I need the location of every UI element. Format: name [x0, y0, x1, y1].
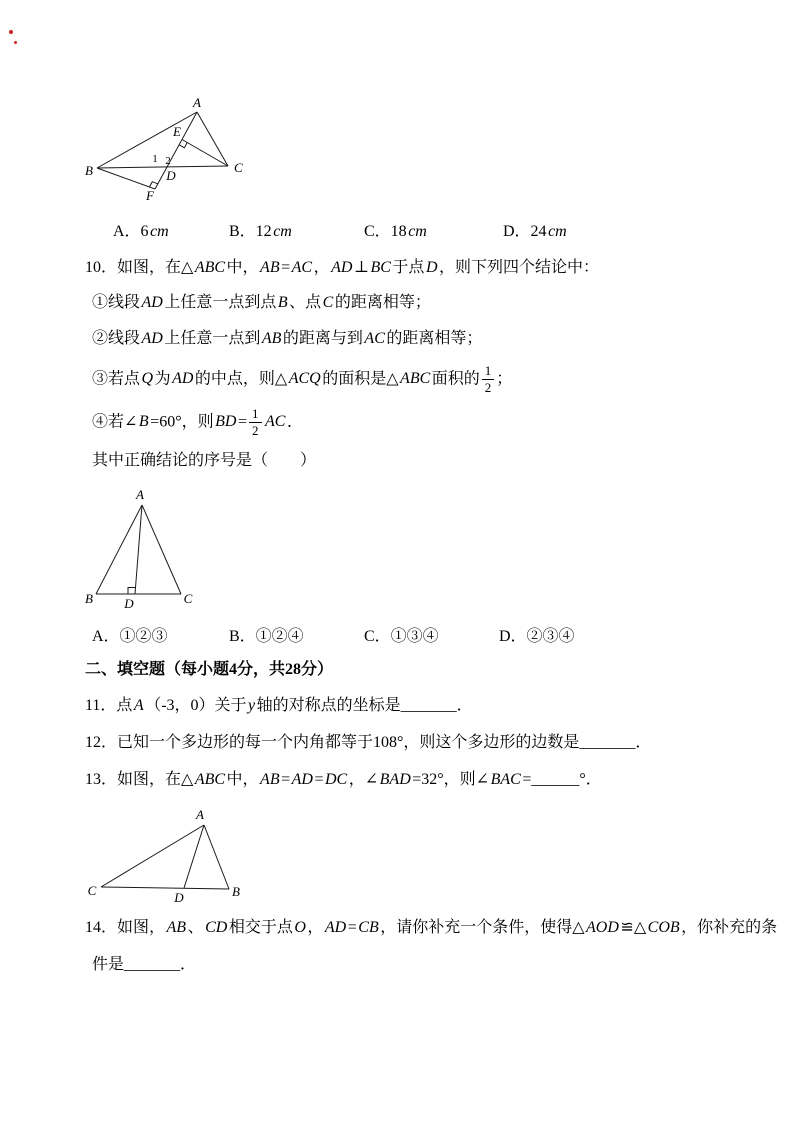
fraction-numerator: 1	[252, 406, 259, 421]
option-row1-b: B．12cm	[229, 223, 292, 240]
vertex-label-b: B	[85, 591, 93, 606]
segment-ce	[182, 140, 228, 167]
fraction-one-half	[482, 364, 495, 396]
question-14-line2: 件是_______．	[92, 956, 197, 973]
q10-statement-3-tail: ；	[496, 370, 513, 388]
vertex-label-e: E	[173, 124, 181, 139]
fraction-numerator: 1	[484, 363, 492, 378]
edge-ac	[197, 112, 228, 166]
segment-bf	[97, 168, 155, 189]
edge-bc	[97, 166, 228, 168]
q10-statement-4-tail: AC．	[265, 413, 303, 431]
edge-ab	[204, 825, 229, 889]
angle-label-2: 2	[165, 155, 171, 167]
corner-artifact-mark	[9, 30, 13, 34]
corner-artifact-mark	[14, 41, 17, 44]
q10-statement-3	[92, 364, 512, 396]
question-11: 11．点A（-3，0）关于y轴的对称点的坐标是_______．	[85, 697, 473, 714]
vertex-label-a: A	[136, 487, 144, 502]
q10-statement-2: ②线段AD上任意一点到AB的距离与到AC的距离相等；	[92, 330, 483, 347]
edge-ca	[101, 825, 204, 887]
figure-q13-triangle	[83, 805, 248, 907]
vertex-label-f: F	[146, 188, 154, 203]
question-10-intro: 10．如图，在△ABC中，AB=AC，AD⊥BC于点D，则下列四个结论中：	[85, 259, 600, 276]
fraction-one-half	[249, 407, 262, 439]
question-14-line1: 14．如图，AB、CD相交于点O，AD=CB，请你补充一个条件，使得△AOD≌△COB，你补充的条	[85, 919, 778, 936]
vertex-label-b: B	[85, 163, 93, 178]
figure-q10-triangle	[78, 483, 203, 613]
edge-ab	[96, 505, 142, 594]
option-row1-a: A．6cm	[113, 223, 169, 240]
q10-statement-3-text: ③若点Q为AD的中点，则△ACQ的面积是△ABC面积的	[92, 370, 480, 388]
vertex-label-d: D	[174, 890, 184, 905]
angle-label-1: 1	[152, 153, 158, 165]
vertex-label-c: C	[87, 883, 97, 898]
question-12: 12．已知一个多边形的每一个内角都等于108°，则这个多边形的边数是_______．	[85, 734, 652, 751]
altitude-ad	[135, 505, 142, 594]
fraction-denominator: 2	[482, 379, 495, 395]
edge-ac	[142, 505, 181, 594]
option-row1-c: C．18cm	[364, 223, 427, 240]
vertex-label-a: A	[193, 95, 201, 110]
fraction-denominator: 2	[249, 422, 262, 438]
q10-statement-1: ①线段AD上任意一点到点B、点C的距离相等；	[92, 294, 431, 311]
q10-prompt: 其中正确结论的序号是（ ）	[92, 452, 317, 469]
vertex-label-c: C	[234, 160, 243, 175]
q10-statement-4-text: ④若∠B=60°，则BD=	[92, 413, 247, 431]
vertex-label-c: C	[183, 591, 193, 606]
segment-ad	[184, 825, 204, 888]
option-row2-a: A．①②③	[92, 628, 168, 645]
edge-cb	[101, 887, 229, 889]
option-row2-b: B．①②④	[229, 628, 304, 645]
question-13: 13．如图，在△ABC中，AB=AD=DC，∠BAD=32°，则∠BAC=______°．	[85, 771, 602, 788]
option-row1-d: D．24cm	[503, 223, 567, 240]
right-angle-mark-d	[128, 588, 136, 595]
q10-statement-4	[92, 407, 303, 439]
vertex-label-d: D	[124, 596, 134, 611]
option-row2-d: D．②③④	[499, 628, 575, 645]
section-2-title: 二、填空题（每小题4分，共28分）	[85, 661, 334, 678]
option-row2-c: C．①③④	[364, 628, 439, 645]
vertex-label-b: B	[232, 884, 240, 899]
vertex-label-d: D	[166, 168, 176, 183]
figure-q9-triangle	[80, 92, 255, 210]
vertex-label-a: A	[196, 807, 204, 822]
